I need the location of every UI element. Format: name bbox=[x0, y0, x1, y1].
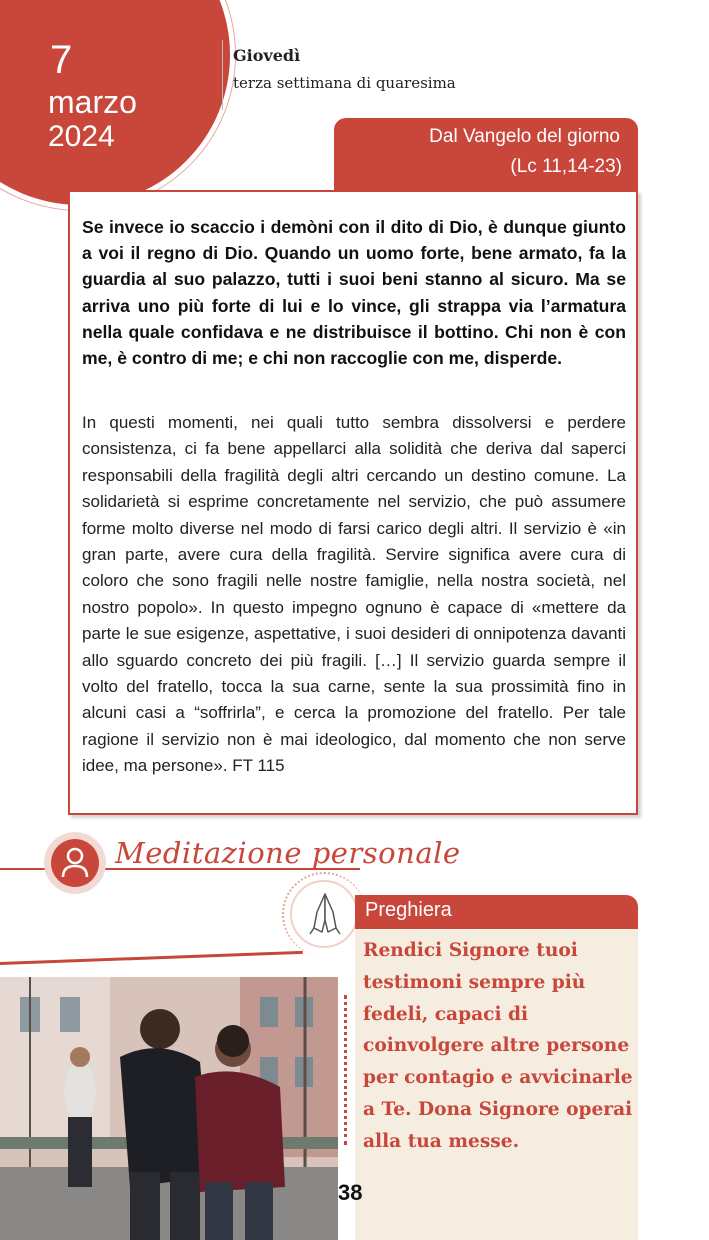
commentary-text: In questi momenti, nei quali tutto sembra dissolversi e perdere consistenza, ci fa bene appellarci alla solidità che deriva dal saperci responsabili della fragilità degli altri cercando un destino comune. La solidarietà si esprime concretamente nel servizio, che può assumere forme molto diverse nel modo di farsi carico degli altri. Il servizio è «in gran parte, avere cura della fragilità. Servire significa avere cura di coloro che sono fragili nelle nostre famiglie, nella nostra società, nel nostro popolo». In questo impegno ognuno è capace di «mettere da parte le sue esigenze, aspettative, i suoi desideri di onnipotenza davanti allo sguardo concreto dei più fragili. […] Il servizio guarda sempre il volto del fratello, tocca la sua carne, sente la sua prossimità fino in alcuni casi a “soffrirla”, e cerca la promozione del fratello. Per tale ragione il servizio non è mai ideologico, dal momento che non serve idee, ma persone». FT 115 bbox=[82, 413, 626, 776]
gospel-header bbox=[334, 118, 638, 190]
photo-two-men-embracing bbox=[0, 977, 338, 1240]
prayer-panel bbox=[355, 929, 638, 1240]
gospel-text: Se invece io scaccio i demòni con il dito di Dio, è dunque giunto a voi il regno di Dio. Quando un uomo forte, bene armato, fa la guardia al suo palazzo, tutti i suoi beni stanno al sicuro. Ma se arriva uno più forte di lui e lo vince, gli strappa via l’armatura nella quale confidava e ne distribuisce il bottino. Chi non è con me, è contro di me; e chi non raccoglie con me, disperde. bbox=[82, 217, 626, 369]
date-month: marzo bbox=[48, 84, 137, 120]
prayer-text: Rendici Signore tuoi testimoni sempre più fedeli, capaci di coinvolgere altre persone per contagio e avvicinarle a Te. Dona Signore operai alla tua messe. bbox=[363, 940, 633, 1152]
photo-accent-line bbox=[0, 951, 303, 965]
praying-hands-icon bbox=[290, 880, 358, 948]
meditation-title: Meditazione personale bbox=[115, 836, 461, 870]
date-day: 7 bbox=[50, 38, 73, 82]
header-divider bbox=[222, 40, 223, 110]
prayer-label: Preghiera bbox=[365, 899, 452, 921]
gospel-label: Dal Vangelo del giorno bbox=[429, 126, 620, 147]
date-year: 2024 bbox=[48, 120, 115, 153]
weekday: Giovedì bbox=[233, 46, 301, 65]
prayer-dotted-divider bbox=[344, 995, 349, 1145]
person-icon bbox=[51, 839, 99, 887]
gospel-reference: (Lc 11,14-23) bbox=[510, 156, 622, 177]
prayer-header bbox=[355, 895, 638, 929]
gospel-box bbox=[68, 190, 638, 815]
page-number: 38 bbox=[338, 1180, 363, 1205]
liturgical-period: terza settimana di quaresima bbox=[233, 74, 456, 92]
